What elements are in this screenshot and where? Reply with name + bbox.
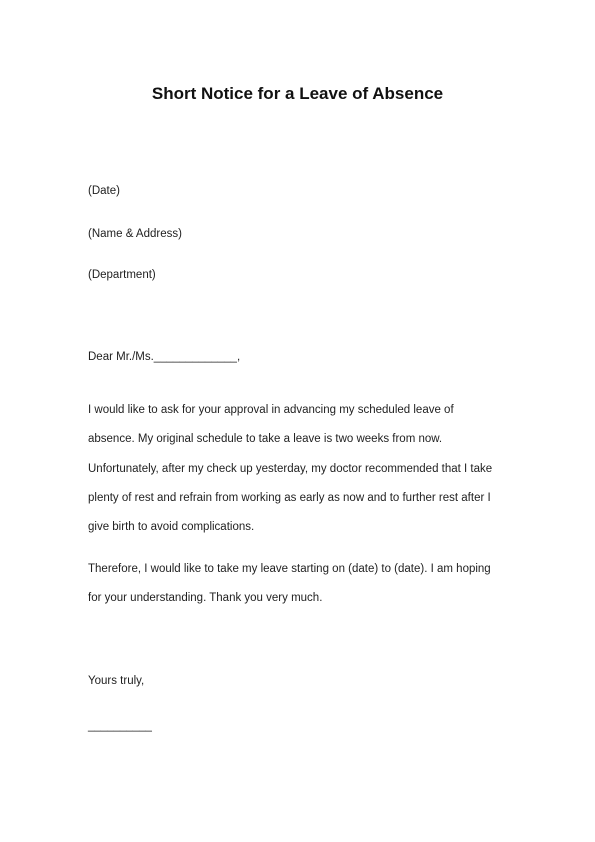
signature-line: __________ bbox=[88, 720, 152, 732]
paragraph-line: Therefore, I would like to take my leave starting on (date) to (date). I am hoping bbox=[88, 563, 491, 575]
paragraph-line: give birth to avoid complications. bbox=[88, 521, 255, 534]
paragraph-line: absence. My original schedule to take a leave is two weeks from now. bbox=[88, 433, 443, 446]
paragraph-line: I would like to ask for your approval in advancing my scheduled leave of bbox=[88, 404, 454, 416]
paragraph-line: plenty of rest and refrain from working as early as now and to further rest after I bbox=[88, 491, 491, 504]
body-paragraph-2 bbox=[88, 555, 508, 614]
date-placeholder: (Date) bbox=[88, 185, 120, 197]
closing: Yours truly, bbox=[88, 675, 145, 687]
body-paragraph-1 bbox=[88, 396, 508, 542]
salutation: Dear Mr./Ms._____________, bbox=[88, 351, 241, 363]
paragraph-line: for your understanding. Thank you very much. bbox=[88, 592, 323, 605]
department-placeholder: (Department) bbox=[88, 269, 156, 281]
document-title: Short Notice for a Leave of Absence bbox=[151, 84, 444, 103]
paragraph-line: Unfortunately, after my check up yesterday, my doctor recommended that I take bbox=[88, 462, 493, 475]
name-address-placeholder: (Name & Address) bbox=[88, 228, 182, 240]
